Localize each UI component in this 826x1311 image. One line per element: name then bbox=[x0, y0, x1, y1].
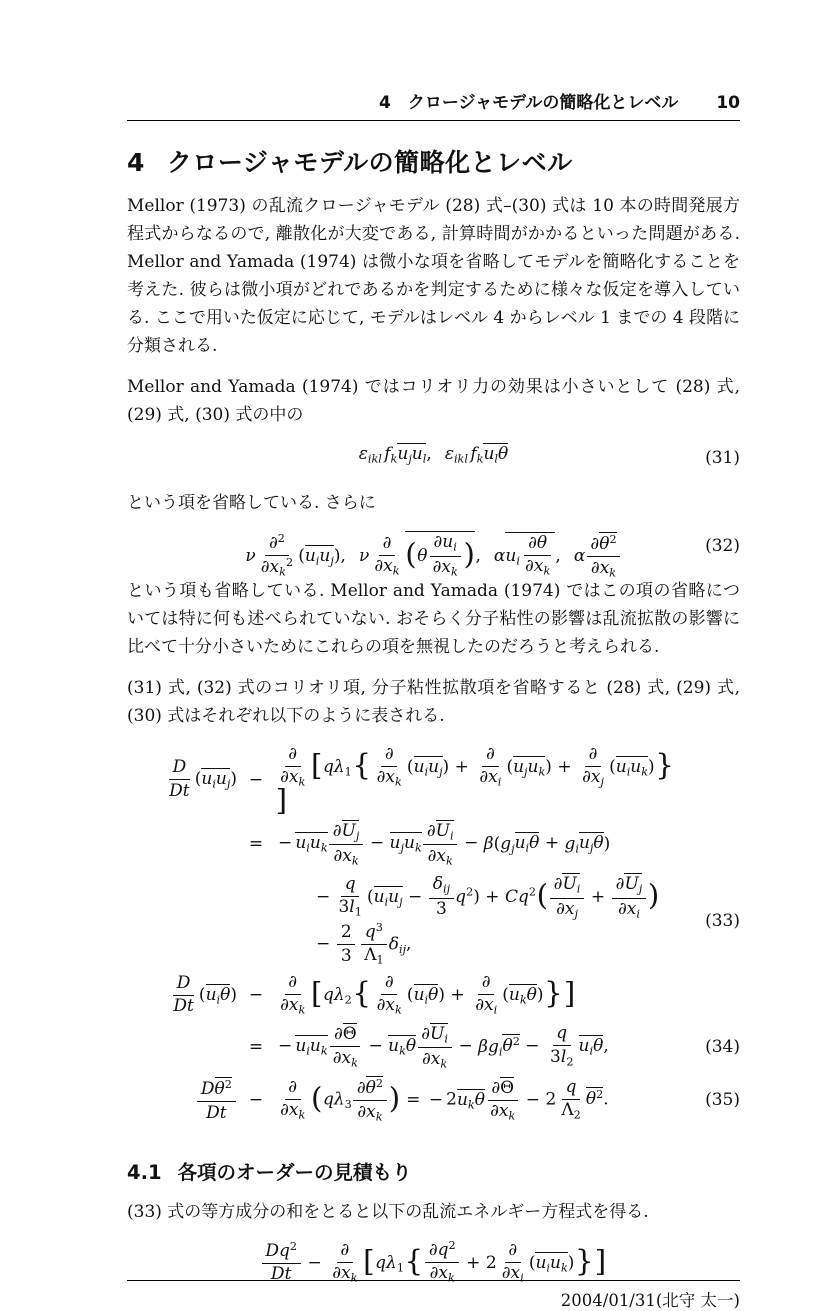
subsection-heading bbox=[127, 1157, 740, 1185]
eq-lhs: $\frac{D}{Dt}$ $(u_i\theta)$ bbox=[173, 972, 237, 1016]
eq-number-33: (33) bbox=[705, 910, 740, 931]
subsection-number: 4.1 bbox=[127, 1161, 162, 1185]
section-title: クロージャモデルの簡略化とレベル bbox=[166, 148, 573, 177]
eq-number-34: (34) bbox=[705, 1036, 740, 1057]
eq-relation: − bbox=[248, 769, 264, 790]
turbulent-energy-equation-math: $\frac{Dq^2}{Dt}$ − ∂ $\partial x_k$ [$q\lambda_1${ $\frac{\partial q^2}{\partial x_k}$ + 2 ∂ $\partial x_i$ $(u_iu_k)$}] bbox=[260, 1253, 607, 1273]
page-content bbox=[127, 0, 740, 1311]
paragraph-5: (31) 式, (32) 式のコリオリ項, 分子粘性拡散項を省略すると (28) 式, (29) 式, (30) 式はそれぞれ以下のように表される. bbox=[127, 678, 740, 726]
paragraph-1: Mellor (1973) の乱流クロージャモデル (28) 式–(30) 式は 10 本の時間発展方程式からなるので, 離散化が大変である, 計算時間がかかるといった問題がある. Mellor and Yamada (1974) は微小な項を省略してモデルを簡略化することを考えた. 彼らは微小項がどれであるかを判定するために様々な仮定を導入している. ここで用いた仮定に応じて, モデルはレベル 4 からレベル 1 までの 4 段階に分類される. bbox=[127, 196, 740, 356]
eq-rhs: − $u_iu_k$ $\frac{\partial U_j}{\partial x_k}$ − $u_ju_k$ $\frac{\partial U_i}{\partial x_k}$ − $\beta(g_ju_i\theta + g_iu_j\theta)$ bbox=[278, 820, 611, 868]
eqnarray-row-34b bbox=[141, 1023, 740, 1072]
section-number: 4 bbox=[127, 148, 145, 177]
paragraph-4: という項も省略している. Mellor and Yamada (1974) ではこの項の省略については特に何も述べられていない. おそらく分子粘性の影響は乱流拡散の影響に比べて十分小さいためにこれらの項を無視したのだろうと考えられる. bbox=[127, 581, 740, 657]
eq-rhs: ∂ $\partial x_k$ [$q\lambda_1${ ∂ $\partial x_k$ $(u_iu_j)$ + ∂ $\partial x_i$ $(u_ju_k)$ + ∂ $\partial x_j$ $(u_iu_k)$}] bbox=[275, 744, 674, 817]
footer-date-author: 2004/01/31(北守 太一) bbox=[560, 1291, 740, 1311]
equation-31-math: $\varepsilon_{ikl}$ $f_ku_ju_l$, $\varepsilon_{ikl}$ $f_ku_l\theta$ bbox=[358, 444, 509, 466]
paragraph-3: という項を省略している. さらに bbox=[127, 493, 376, 513]
eq-relation: − bbox=[248, 1090, 264, 1111]
equation-32-math: ν $\frac{\partial^2}{\partial x_k^2}$ $(u_iu_j)$, ν ∂ $\partial x_k$ (θ $\frac{\partial u_i}{\partial x_k}$ ), $\alpha u_i$ $\frac{\partial\theta}{\partial x_k}$ , α $\frac{\partial\theta^2}{\partial x_k}$ bbox=[245, 546, 621, 566]
running-header bbox=[127, 88, 740, 121]
paragraph-6: (33) 式の等方成分の和をとると以下の乱流エネルギー方程式を得る. bbox=[127, 1202, 649, 1223]
eq-rhs: ∂ $\partial x_k$ [$q\lambda_2${ ∂ $\partial x_k$ $(u_i\theta)$ + ∂ $\partial x_i$ $(u_k\theta)$}] bbox=[280, 971, 576, 1017]
paragraph-2: Mellor and Yamada (1974) ではコリオリ力の効果は小さいとして (28) 式, (29) 式, (30) 式の中の bbox=[127, 377, 740, 425]
equation-32 bbox=[127, 531, 740, 580]
eq-relation: − bbox=[248, 985, 264, 1006]
eq-rhs: ∂ $\partial x_k$ ($q\lambda_3$ $\frac{\partial\theta^2}{\partial x_k}$ ) = − $2u_k\theta$ $\frac{\partial\Theta}{\partial x_k}$ − 2 $\frac{q}{\Lambda_2}$ $\theta^2$. bbox=[280, 1076, 609, 1124]
eqnarray-row-33a bbox=[141, 745, 740, 815]
eqnarray-row-33b bbox=[141, 820, 740, 869]
eq-number-35: (35) bbox=[705, 1090, 740, 1111]
eq-rhs: − $\frac{q}{3l_1}$ ($u_iu_j$ − $\delta_{ij}$ 3 $q^2) + Cq^2$( $\frac{\partial U_i}{\partial x_j}$ + $\frac{\partial U_j}{\partial x_i}$ )− $\frac{2}{3}$ $\frac{q^3}{\Lambda_1}$ $\delta_{ij}$, bbox=[316, 874, 660, 967]
eqnarray-row-33c bbox=[141, 873, 740, 968]
subsection-title: 各項のオーダーの見積もり bbox=[177, 1161, 412, 1185]
running-header-title: 4 クロージャモデルの簡略化とレベル bbox=[379, 93, 679, 113]
eq-rhs: − $u_iu_k$ $\frac{\partial\Theta}{\partial x_k}$ − $u_k\theta$ $\frac{\partial U_i}{\partial x_k}$ − $\beta g_i\theta^2$ − $\frac{q}{3l_2}$ $u_i\theta$, bbox=[278, 1023, 609, 1071]
eq-relation: = bbox=[248, 833, 264, 854]
equation-32-number: (32) bbox=[705, 536, 740, 556]
eqnarray-row-34a bbox=[141, 973, 740, 1018]
equation-31 bbox=[127, 443, 740, 473]
equation-array-33-35 bbox=[141, 740, 740, 1129]
equation-31-number: (31) bbox=[705, 448, 740, 468]
eq-lhs: $\frac{D\theta^2}{Dt}$ bbox=[141, 1077, 237, 1123]
running-header-page-number: 10 bbox=[716, 93, 740, 113]
turbulent-energy-equation bbox=[127, 1239, 740, 1286]
eq-relation: = bbox=[248, 1036, 264, 1057]
section-heading bbox=[127, 143, 740, 179]
eq-lhs: $\frac{D}{Dt}$ $(u_iu_j)$ bbox=[169, 757, 237, 801]
eqnarray-row-35 bbox=[141, 1076, 740, 1124]
